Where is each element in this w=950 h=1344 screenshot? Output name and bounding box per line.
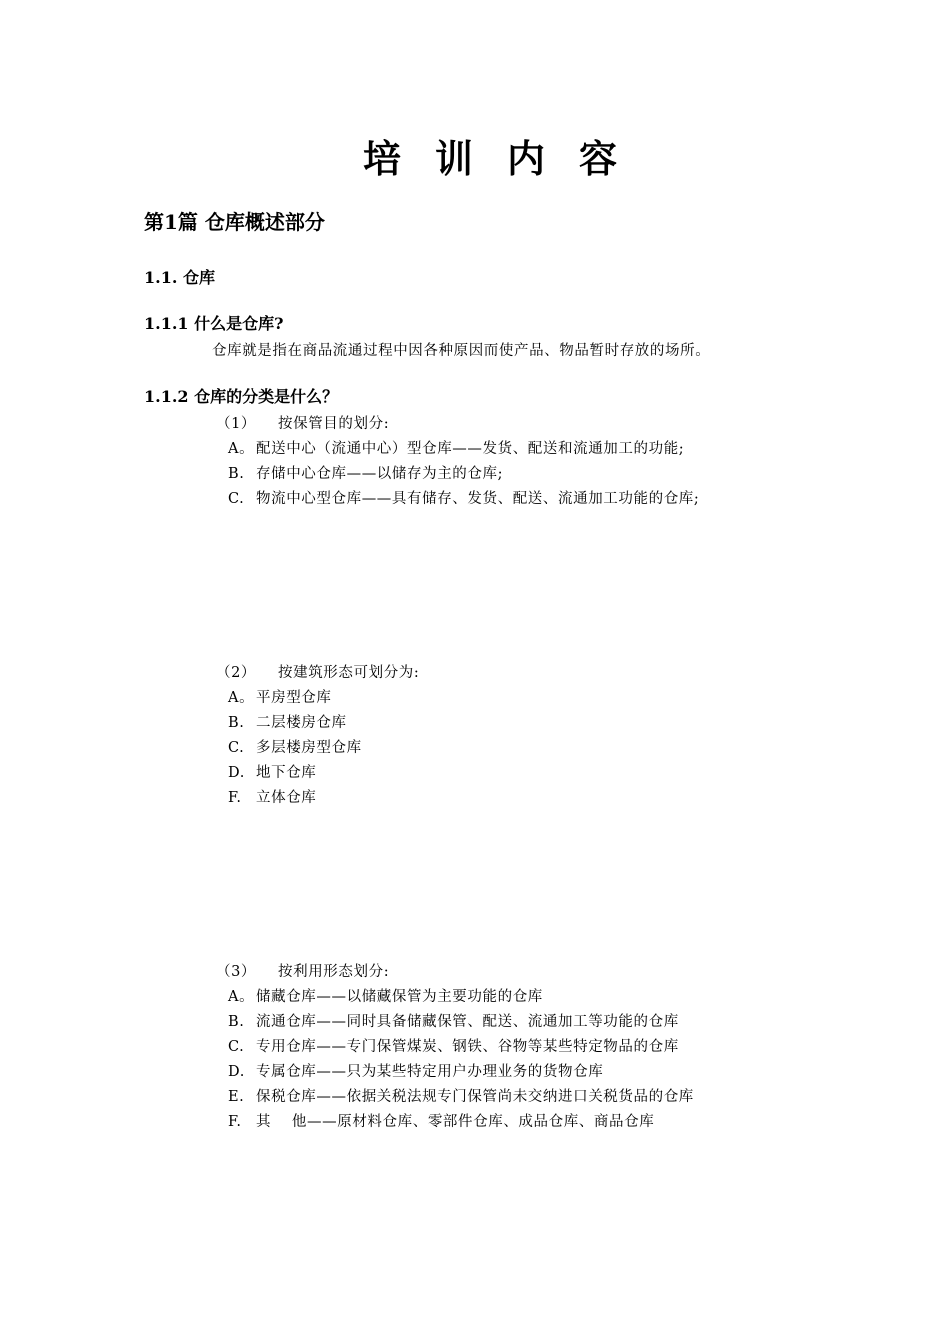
list-item-text: 储藏仓库——以储藏保管为主要功能的仓库	[256, 989, 543, 1005]
list-item-text: 多层楼房型仓库	[256, 740, 362, 756]
list-item-marker: F.	[228, 1114, 242, 1130]
list-item	[228, 1010, 679, 1031]
list-item	[228, 1035, 679, 1056]
list-item-marker: C.	[228, 740, 245, 756]
list-item-text: 立体仓库	[256, 790, 317, 806]
list-item	[228, 1060, 603, 1081]
classification-group-heading	[216, 661, 419, 682]
list-item-text: 流通仓库——同时具备储藏保管、配送、流通加工等功能的仓库	[256, 1014, 679, 1030]
list-item	[228, 736, 362, 757]
list-item	[228, 711, 347, 732]
list-item-text: 专用仓库——专门保管煤炭、钢铁、谷物等某些特定物品的仓库	[256, 1039, 679, 1055]
group-number: （1）	[216, 416, 257, 432]
list-item-text: 保税仓库——依据关税法规专门保管尚未交纳进口关税货品的仓库	[256, 1089, 694, 1105]
list-item-text: 二层楼房仓库	[256, 715, 347, 731]
group-label: 按建筑形态可划分为:	[278, 665, 420, 681]
list-item-text: 存储中心仓库——以储存为主的仓库;	[256, 466, 504, 482]
list-item-text: 物流中心型仓库——具有储存、发货、配送、流通加工功能的仓库;	[256, 491, 700, 507]
list-item-text: 其 他——原材料仓库、零部件仓库、成品仓库、商品仓库	[256, 1114, 655, 1130]
list-item-marker: C.	[228, 491, 245, 507]
group-label: 按利用形态划分:	[278, 964, 390, 980]
list-item-text: 专属仓库——只为某些特定用户办理业务的货物仓库	[256, 1064, 604, 1080]
classification-group-heading	[216, 960, 389, 981]
list-item-marker: C.	[228, 1039, 245, 1055]
section-heading-1-1: 1.1. 仓库	[144, 268, 215, 287]
list-item-marker: A。	[228, 989, 255, 1005]
group-label: 按保管目的划分:	[278, 416, 390, 432]
list-item	[228, 786, 316, 807]
page-title: 培训内容	[362, 136, 651, 181]
list-item-marker: D.	[228, 765, 245, 781]
definition-paragraph: 仓库就是指在商品流通过程中因各种原因而使产品、物品暂时存放的场所。	[212, 343, 711, 359]
list-item	[228, 686, 332, 707]
group-number: （2）	[216, 665, 257, 681]
list-item	[228, 437, 684, 458]
list-item-marker: F.	[228, 790, 242, 806]
list-item	[228, 1085, 694, 1106]
list-item	[228, 462, 503, 483]
list-item	[228, 487, 699, 508]
list-item-marker: B.	[228, 715, 245, 731]
list-item	[228, 1110, 654, 1131]
classification-group-heading	[216, 412, 389, 433]
list-item-text: 平房型仓库	[256, 690, 332, 706]
list-item-marker: B.	[228, 466, 245, 482]
list-item-text: 配送中心（流通中心）型仓库——发货、配送和流通加工的功能;	[256, 441, 685, 457]
group-number: （3）	[216, 964, 257, 980]
list-item	[228, 985, 543, 1006]
section-heading-1-1-2: 1.1.2 仓库的分类是什么？	[144, 387, 339, 406]
part-heading: 第1篇 仓库概述部分	[144, 210, 325, 234]
list-item-marker: B.	[228, 1014, 245, 1030]
section-heading-1-1-1: 1.1.1 什么是仓库?	[144, 314, 284, 333]
list-item-text: 地下仓库	[256, 765, 317, 781]
list-item-marker: D.	[228, 1064, 245, 1080]
list-item-marker: E.	[228, 1089, 245, 1105]
list-item-marker: A。	[228, 690, 255, 706]
list-item	[228, 761, 316, 782]
list-item-marker: A。	[228, 441, 255, 457]
